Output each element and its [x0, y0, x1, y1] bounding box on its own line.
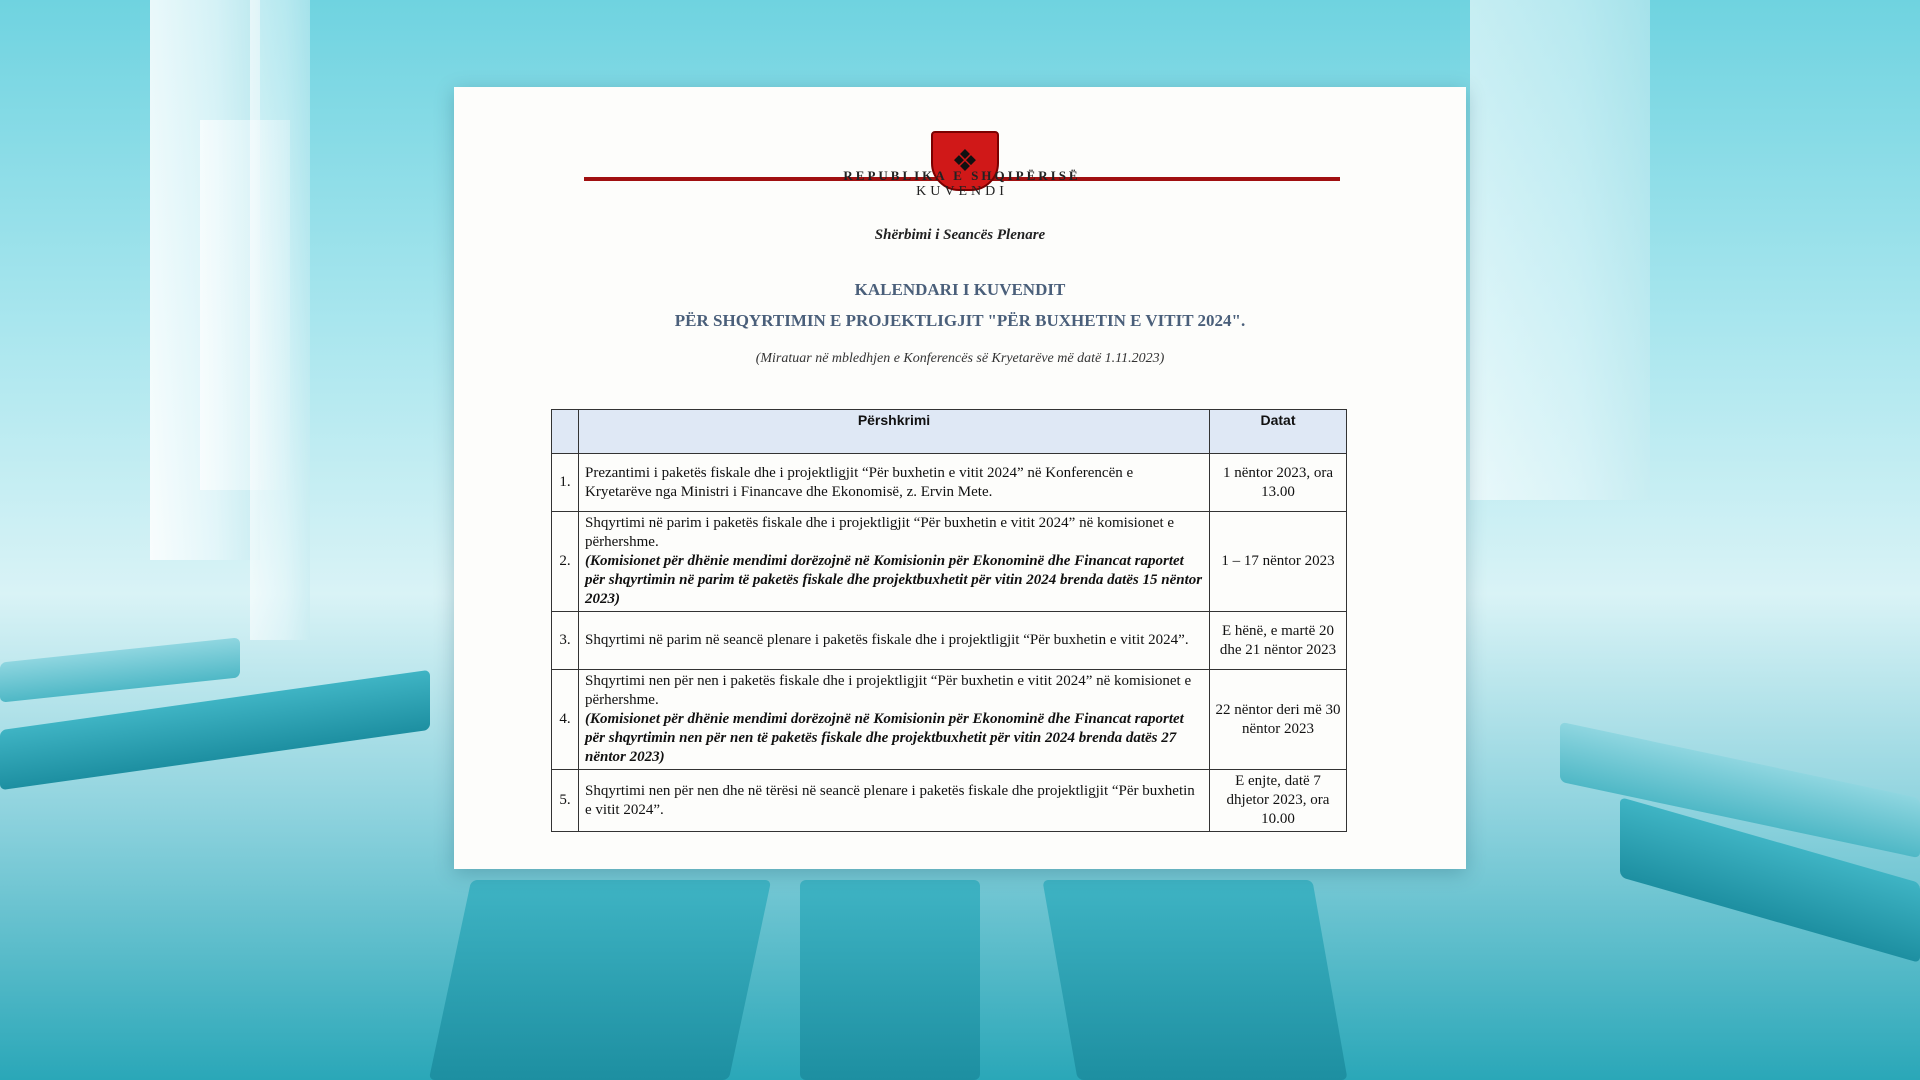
row-description — [579, 512, 1210, 612]
row-text: Shqyrtimi nen për nen dhe në tërësi në seancë plenare i paketës fiskale dhe projektligjit “Për buxhetin e vitit 2024”. — [585, 782, 1195, 818]
column-header-number — [552, 410, 579, 454]
row-date: E enjte, datë 7 dhjetor 2023, ora 10.00 — [1210, 770, 1347, 832]
row-description — [579, 454, 1210, 512]
row-date: 1 nëntor 2023, ora 13.00 — [1210, 454, 1347, 512]
background-pillar — [1470, 0, 1650, 500]
service-name: Shërbimi i Seancës Plenare — [874, 227, 1046, 243]
document-page — [454, 87, 1466, 869]
document-subtitle-title: PËR SHQYRTIMIN E PROJEKTLIGJIT "PËR BUXHETIN E VITIT 2024". — [674, 311, 1246, 330]
albanian-eagle-icon: ❖ — [931, 131, 999, 191]
parliament-name: KUVENDI — [916, 184, 1008, 199]
row-number: 1. — [552, 454, 579, 512]
table-row — [552, 670, 1347, 770]
row-date: 22 nëntor deri më 30 nëntor 2023 — [1210, 670, 1347, 770]
row-note: (Komisionet për dhënie mendimi dorëzojnë në Komisionin për Ekonominë dhe Financat raportet për shqyrtimin nen për nen të paketës fiskale dhe projektbuxhetit për vitin 2024 brenda datës 27 nëntor 2023) — [585, 711, 1184, 765]
row-text: Shqyrtimi në parim në seancë plenare i paketës fiskale dhe i projektligjit “Për buxhetin e vitit 2024”. — [585, 632, 1189, 648]
table-row — [552, 512, 1347, 612]
row-number: 2. — [552, 512, 579, 612]
row-description — [579, 670, 1210, 770]
row-number: 4. — [552, 670, 579, 770]
row-description — [579, 612, 1210, 670]
row-text: Shqyrtimi në parim i paketës fiskale dhe i projektligjit “Për buxhetin e vitit 2024” në komisionet e përhershme. — [585, 515, 1175, 550]
table-header-row — [552, 410, 1347, 454]
calendar-table — [551, 409, 1347, 832]
column-header-description: Përshkrimi — [579, 410, 1210, 454]
background-bench — [429, 880, 772, 1080]
row-number: 3. — [552, 612, 579, 670]
row-date: 1 – 17 nëntor 2023 — [1210, 512, 1347, 612]
background-bench — [800, 880, 980, 1080]
row-note: (Komisionet për dhënie mendimi dorëzojnë në Komisionin për Ekonominë dhe Financat raportet për shqyrtimin në parim të paketës fiskale dhe projektbuxhetit për vitin 2024 brenda datës 15 nëntor 2023) — [585, 553, 1203, 607]
table-row — [552, 454, 1347, 512]
row-description — [579, 770, 1210, 832]
table-row — [552, 770, 1347, 832]
row-date: E hënë, e martë 20 dhe 21 nëntor 2023 — [1210, 612, 1347, 670]
column-header-dates: Datat — [1210, 410, 1347, 454]
republic-name: REPUBLIKA E SHQIPËRISË — [843, 168, 1081, 183]
table-row — [552, 612, 1347, 670]
background-pillar — [250, 0, 310, 640]
background-bench — [0, 637, 240, 702]
document-title: KALENDARI I KUVENDIT — [854, 280, 1066, 299]
row-number: 5. — [552, 770, 579, 832]
row-text: Prezantimi i paketës fiskale dhe i projektligjit “Për buxhetin e vitit 2024” në Konferencën e Kryetarëve nga Ministri i Financave dhe Ekonomisë, z. Ervin Mete. — [585, 464, 1134, 500]
background-bench — [1042, 880, 1347, 1080]
row-text: Shqyrtimi nen për nen i paketës fiskale dhe i projektligjit “Për buxhetin e vitit 2024” në komisionet e përhershme. — [585, 673, 1192, 708]
approval-note: (Miratuar në mbledhjen e Konferencës së Kryetarëve më datë 1.11.2023) — [755, 351, 1165, 366]
